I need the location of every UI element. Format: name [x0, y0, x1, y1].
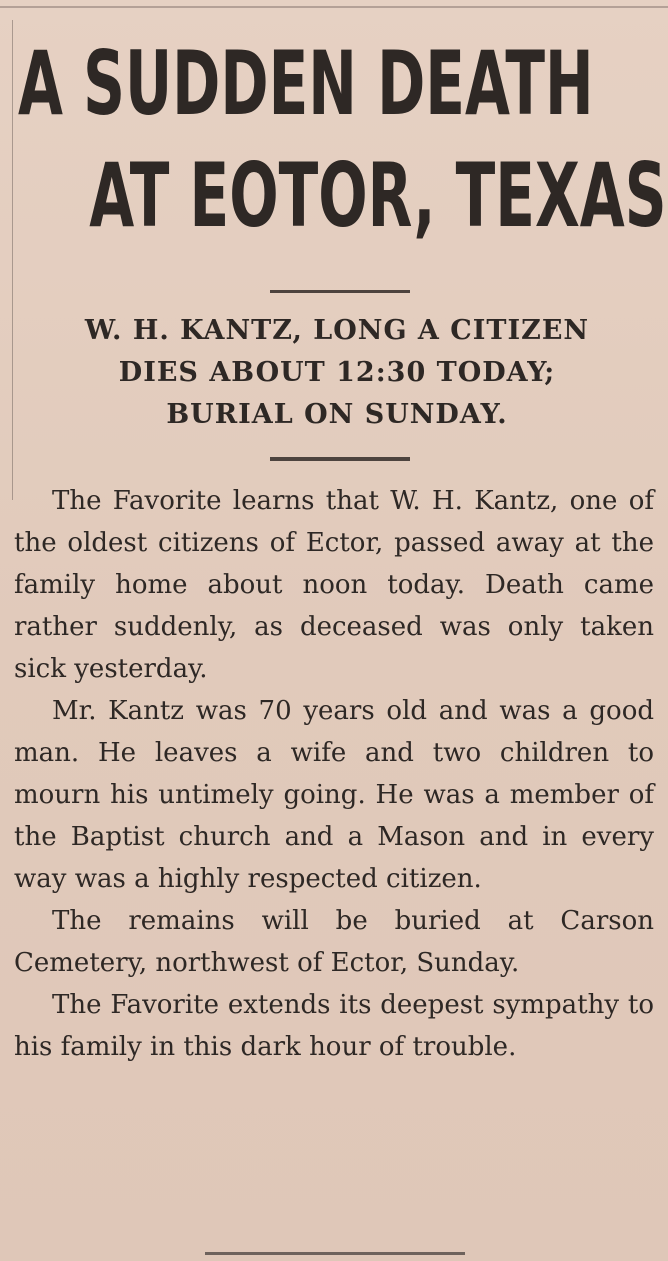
subhead-line-2: DIES ABOUT 12:30 TODAY;: [118, 357, 556, 388]
subhead-line-1: W. H. KANTZ, LONG A CITIZEN: [84, 315, 590, 346]
article-paragraph: The remains will be buried at Carson Cemetery, northwest of Ector, Sunday.: [14, 906, 654, 978]
article-paragraph: The Favorite extends its deepest sympathy to his family in this dark hour of trouble.: [14, 990, 654, 1062]
column-rule: [12, 20, 13, 500]
subheadline: [22, 310, 652, 436]
headline: [18, 28, 667, 252]
headline-line-1: A SUDDEN DEATH: [18, 32, 594, 135]
article-body: [14, 480, 654, 1068]
article-paragraph: The Favorite learns that W. H. Kantz, one of the oldest citizens of Ector, passed away at the family home about noon today. Death came rather suddenly, as deceased was only taken sick yesterday.: [14, 486, 654, 684]
article-paragraph: Mr. Kantz was 70 years old and was a good man. He leaves a wife and two children to mourn his untimely going. He was a member of the Baptist church and a Mason and in every way was a highly respected citizen.: [14, 696, 654, 894]
subhead-line-3: BURIAL ON SUNDAY.: [166, 399, 508, 430]
divider-rule: [270, 290, 410, 293]
end-rule: [205, 1252, 465, 1255]
headline-line-2: AT EOTOR, TEXAS: [89, 144, 667, 247]
divider-rule: [270, 457, 410, 461]
top-border-rule: [0, 6, 668, 8]
